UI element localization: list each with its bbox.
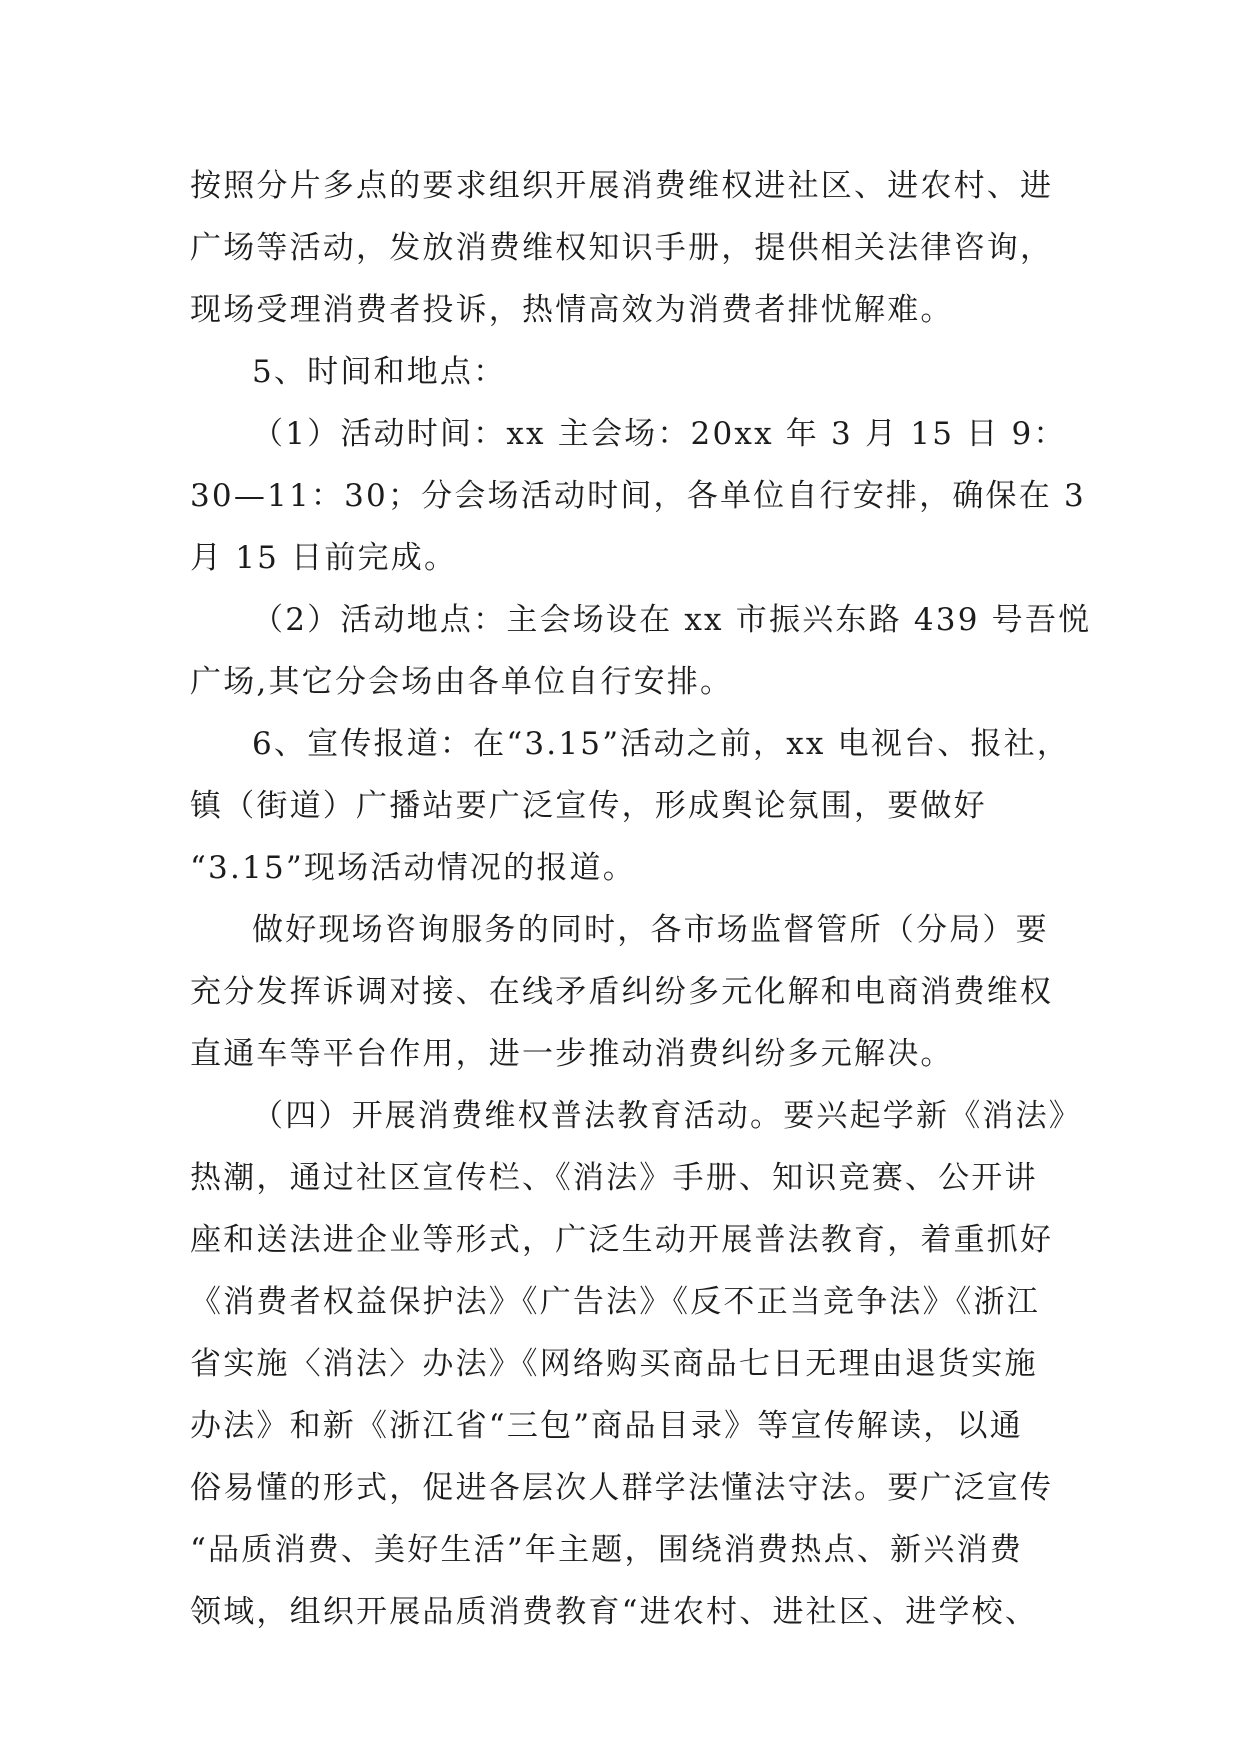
text-line: （1）活动时间：xx 主会场：20xx 年 3 月 15 日 9：	[252, 416, 1067, 452]
text-line: 座和送法进企业等形式，广泛生动开展普法教育，着重抓好	[190, 1222, 1054, 1258]
section-heading-education: （四）开展消费维权普法教育活动。要兴起学新《消法》	[252, 1098, 1082, 1134]
text-line: “3.15”现场活动情况的报道。	[190, 850, 636, 886]
text-line: 俗易懂的形式，促进各层次人群学法懂法守法。要广泛宣传	[190, 1470, 1054, 1506]
text-line: 现场受理消费者投诉，热情高效为消费者排忧解难。	[190, 292, 954, 328]
text-line: 省实施〈消法〉办法》《网络购买商品七日无理由退货实施	[190, 1346, 1038, 1382]
text-line: 《消费者权益保护法》《广告法》《反不正当竞争法》《浙江	[190, 1284, 1040, 1320]
text-line: 按照分片多点的要求组织开展消费维权进社区、进农村、进	[190, 168, 1054, 204]
text-line: 做好现场咨询服务的同时，各市场监督管所（分局）要	[252, 912, 1049, 948]
text-line: 办法》和新《浙江省“三包”商品目录》等宣传解读，以通	[190, 1408, 1023, 1444]
text-line: 30—11：30；分会场活动时间，各单位自行安排，确保在 3	[190, 478, 1086, 514]
text-line: 充分发挥诉调对接、在线矛盾纠纷多元化解和电商消费维权	[190, 974, 1054, 1010]
text-line: 广场等活动，发放消费维权知识手册，提供相关法律咨询，	[190, 230, 1054, 266]
section-heading-publicity: 6、宣传报道：在“3.15”活动之前，xx 电视台、报社，	[252, 726, 1071, 762]
text-line: 直通车等平台作用，进一步推动消费纠纷多元解决。	[190, 1036, 954, 1072]
section-heading-time-place: 5、时间和地点：	[252, 354, 507, 390]
text-line: “品质消费、美好生活”年主题，围绕消费热点、新兴消费	[190, 1532, 1023, 1568]
text-line: 热潮，通过社区宣传栏、《消法》手册、知识竞赛、公开讲	[190, 1160, 1038, 1196]
body-text	[190, 155, 1092, 1643]
text-line: 领域，组织开展品质消费教育“进农村、进社区、进学校、	[190, 1594, 1039, 1630]
text-line: 月 15 日前完成。	[190, 540, 458, 576]
text-line: 镇（街道）广播站要广泛宣传，形成舆论氛围，要做好	[190, 788, 987, 824]
text-line: 广场,其它分会场由各单位自行安排。	[190, 664, 734, 700]
text-line: （2）活动地点：主会场设在 xx 市振兴东路 439 号吾悦	[252, 602, 1092, 638]
